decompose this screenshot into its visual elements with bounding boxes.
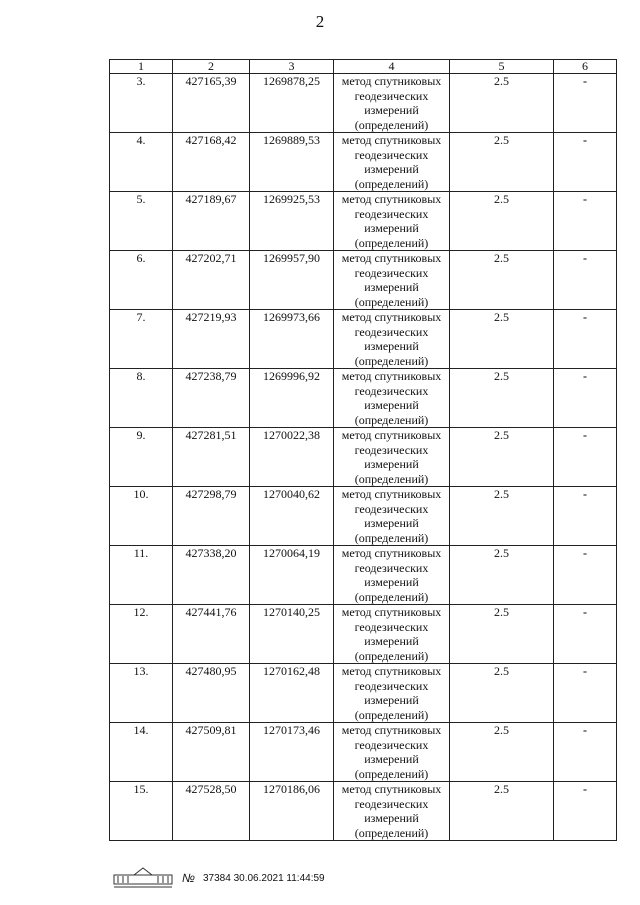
method-cell: метод спутниковых геодезических измерений (определений) [334,664,450,723]
point-number-cell: 14. [110,723,173,782]
coordinates-table [109,59,617,841]
method-cell: метод спутниковых геодезических измерений (определений) [334,487,450,546]
note-cell: - [554,664,617,723]
note-cell: - [554,369,617,428]
x-coordinate-cell: 427189,67 [173,192,250,251]
table-row [110,369,617,428]
x-coordinate-cell: 427281,51 [173,428,250,487]
number-sign: № [182,871,195,885]
note-cell: - [554,192,617,251]
page-number: 2 [315,12,325,31]
y-coordinate-cell: 1270186,06 [250,782,334,841]
x-coordinate-cell: 427298,79 [173,487,250,546]
accuracy-cell: 2.5 [450,605,554,664]
method-cell: метод спутниковых геодезических измерений (определений) [334,723,450,782]
note-cell: - [554,487,617,546]
note-cell: - [554,428,617,487]
method-cell: метод спутниковых геодезических измерений (определений) [334,605,450,664]
y-coordinate-cell: 1270022,38 [250,428,334,487]
column-header-1: 1 [110,60,173,74]
method-cell: метод спутниковых геодезических измерений (определений) [334,310,450,369]
x-coordinate-cell: 427480,95 [173,664,250,723]
accuracy-cell: 2.5 [450,664,554,723]
note-cell: - [554,310,617,369]
y-coordinate-cell: 1269889,53 [250,133,334,192]
column-header-5: 5 [450,60,554,74]
point-number-cell: 8. [110,369,173,428]
y-coordinate-cell: 1269957,90 [250,251,334,310]
note-cell: - [554,251,617,310]
accuracy-cell: 2.5 [450,74,554,133]
table-row [110,310,617,369]
accuracy-cell: 2.5 [450,546,554,605]
accuracy-cell: 2.5 [450,251,554,310]
x-coordinate-cell: 427168,42 [173,133,250,192]
x-coordinate-cell: 427528,50 [173,782,250,841]
method-cell: метод спутниковых геодезических измерений (определений) [334,369,450,428]
y-coordinate-cell: 1270173,46 [250,723,334,782]
note-cell: - [554,74,617,133]
x-coordinate-cell: 427165,39 [173,74,250,133]
table-header-row [110,60,617,74]
column-header-6: 6 [554,60,617,74]
y-coordinate-cell: 1269878,25 [250,74,334,133]
y-coordinate-cell: 1270040,62 [250,487,334,546]
y-coordinate-cell: 1270162,48 [250,664,334,723]
column-header-4: 4 [334,60,450,74]
x-coordinate-cell: 427238,79 [173,369,250,428]
table-row [110,605,617,664]
note-cell: - [554,605,617,664]
method-cell: метод спутниковых геодезических измерений (определений) [334,133,450,192]
x-coordinate-cell: 427509,81 [173,723,250,782]
table-row [110,192,617,251]
y-coordinate-cell: 1269996,92 [250,369,334,428]
accuracy-cell: 2.5 [450,310,554,369]
point-number-cell: 3. [110,74,173,133]
accuracy-cell: 2.5 [450,369,554,428]
document-registration-info: 37384 30.06.2021 11:44:59 [203,872,325,884]
accuracy-cell: 2.5 [450,723,554,782]
x-coordinate-cell: 427219,93 [173,310,250,369]
column-header-3: 3 [250,60,334,74]
point-number-cell: 5. [110,192,173,251]
accuracy-cell: 2.5 [450,487,554,546]
point-number-cell: 6. [110,251,173,310]
x-coordinate-cell: 427441,76 [173,605,250,664]
note-cell: - [554,723,617,782]
table-row [110,251,617,310]
document-footer [112,866,325,890]
table-row [110,487,617,546]
point-number-cell: 7. [110,310,173,369]
y-coordinate-cell: 1270064,19 [250,546,334,605]
column-header-2: 2 [173,60,250,74]
accuracy-cell: 2.5 [450,782,554,841]
y-coordinate-cell: 1270140,25 [250,605,334,664]
table-row [110,74,617,133]
point-number-cell: 11. [110,546,173,605]
note-cell: - [554,546,617,605]
accuracy-cell: 2.5 [450,133,554,192]
point-number-cell: 9. [110,428,173,487]
accuracy-cell: 2.5 [450,192,554,251]
x-coordinate-cell: 427202,71 [173,251,250,310]
method-cell: метод спутниковых геодезических измерений (определений) [334,192,450,251]
table-row [110,782,617,841]
point-number-cell: 15. [110,782,173,841]
table-row [110,133,617,192]
table-row [110,546,617,605]
point-number-cell: 4. [110,133,173,192]
method-cell: метод спутниковых геодезических измерений (определений) [334,428,450,487]
table-row [110,723,617,782]
x-coordinate-cell: 427338,20 [173,546,250,605]
note-cell: - [554,782,617,841]
method-cell: метод спутниковых геодезических измерений (определений) [334,546,450,605]
point-number-cell: 10. [110,487,173,546]
y-coordinate-cell: 1269973,66 [250,310,334,369]
note-cell: - [554,133,617,192]
method-cell: метод спутниковых геодезических измерений (определений) [334,782,450,841]
government-building-icon [112,866,174,890]
table-row [110,428,617,487]
point-number-cell: 12. [110,605,173,664]
accuracy-cell: 2.5 [450,428,554,487]
table-row [110,664,617,723]
method-cell: метод спутниковых геодезических измерений (определений) [334,251,450,310]
point-number-cell: 13. [110,664,173,723]
method-cell: метод спутниковых геодезических измерений (определений) [334,74,450,133]
y-coordinate-cell: 1269925,53 [250,192,334,251]
